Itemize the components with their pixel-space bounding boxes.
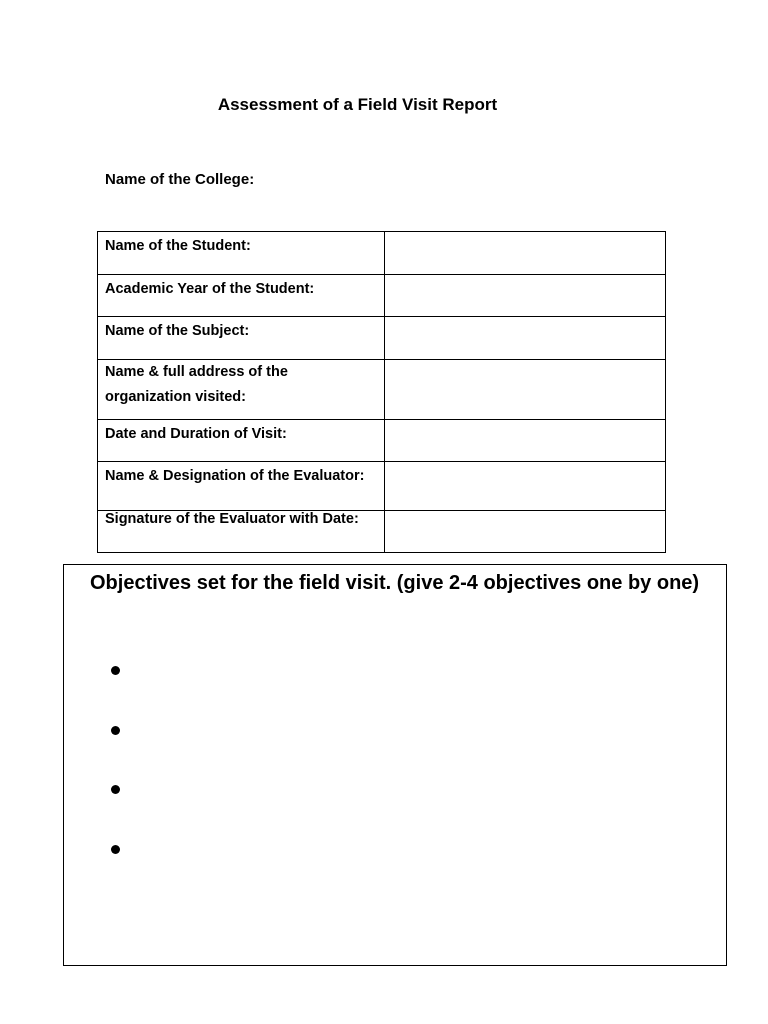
evaluator-signature-value[interactable]: [385, 511, 666, 553]
subject-name-value[interactable]: [385, 317, 666, 360]
academic-year-label: Academic Year of the Student:: [98, 275, 385, 317]
table-row: [98, 511, 666, 553]
bullet-icon: [111, 666, 120, 675]
table-row: [98, 420, 666, 462]
evaluator-designation-value[interactable]: [385, 462, 666, 511]
table-row: [98, 232, 666, 275]
objective-item-1[interactable]: [111, 666, 121, 676]
table-row: [98, 275, 666, 317]
visit-date-duration-label: Date and Duration of Visit:: [98, 420, 385, 462]
objective-item-4[interactable]: [111, 845, 121, 855]
bullet-icon: [111, 845, 120, 854]
student-info-table: [97, 231, 666, 553]
student-name-value[interactable]: [385, 232, 666, 275]
college-name-label: Name of the College:: [105, 171, 255, 188]
table-row: [98, 317, 666, 360]
table-row: [98, 360, 666, 420]
objective-item-2[interactable]: [111, 726, 121, 736]
objectives-heading: Objectives set for the field visit. (give 2-4 objectives one by one): [90, 572, 700, 594]
document-title: Assessment of a Field Visit Report: [217, 95, 498, 114]
bullet-icon: [111, 785, 120, 794]
academic-year-value[interactable]: [385, 275, 666, 317]
organization-address-value[interactable]: [385, 360, 666, 420]
objective-item-3[interactable]: [111, 785, 121, 795]
subject-name-label: Name of the Subject:: [98, 317, 385, 360]
organization-address-label: Name & full address of the organization visited:: [98, 360, 385, 420]
objectives-box: [63, 564, 727, 966]
visit-date-duration-value[interactable]: [385, 420, 666, 462]
evaluator-designation-label: Name & Designation of the Evaluator:: [98, 462, 385, 511]
bullet-icon: [111, 726, 120, 735]
student-name-label: Name of the Student:: [98, 232, 385, 275]
table-row: [98, 462, 666, 511]
evaluator-signature-label: Signature of the Evaluator with Date:: [98, 511, 385, 553]
